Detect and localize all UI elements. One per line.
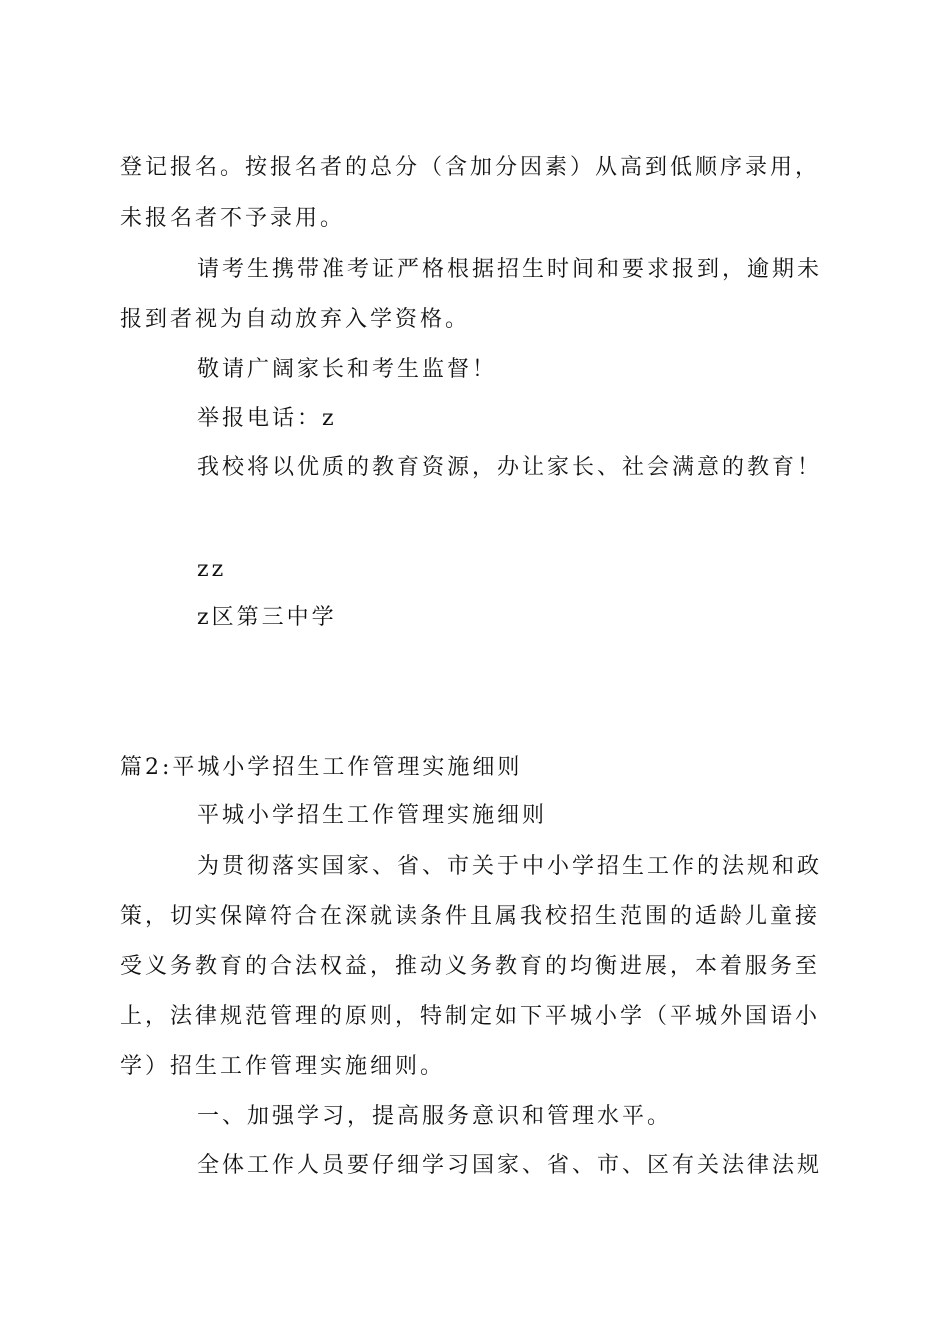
paragraph-line: 请考生携带准考证严格根据招生时间和要求报到，逾期未: [197, 257, 823, 282]
paragraph-line: 上，法律规范管理的原则，特制定如下平城小学（平城外国语小: [120, 1004, 821, 1029]
paragraph-line: 策，切实保障符合在深就读条件且属我校招生范围的适龄儿童接: [120, 904, 821, 929]
paragraph-line: 学）招生工作管理实施细则。: [120, 1054, 446, 1079]
report-phone-line: 举报电话：z: [197, 406, 337, 431]
paragraph-line: 未报名者不予录用。: [120, 206, 346, 231]
paragraph-line: 报到者视为自动放弃入学资格。: [120, 307, 471, 332]
paragraph-line: 受义务教育的合法权益，推动义务教育的均衡进展，本着服务至: [120, 954, 821, 979]
paragraph-line: 我校将以优质的教育资源，办让家长、社会满意的教育！: [197, 455, 823, 480]
section-subtitle: 平城小学招生工作管理实施细则: [197, 803, 548, 828]
signature-date: zz: [197, 557, 227, 582]
section-heading: 篇2:平城小学招生工作管理实施细则: [120, 755, 523, 780]
item-heading: 一、加强学习，提高服务意识和管理水平。: [197, 1104, 673, 1129]
signature-school: z区第三中学: [197, 605, 337, 630]
paragraph-line: 敬请广阔家长和考生监督！: [197, 357, 498, 382]
paragraph-line: 登记报名。按报名者的总分（含加分因素）从高到低顺序录用，: [120, 155, 821, 180]
paragraph-line: 为贯彻落实国家、省、市关于中小学招生工作的法规和政: [197, 854, 823, 879]
paragraph-line: 全体工作人员要仔细学习国家、省、市、区有关法律法规: [197, 1153, 823, 1178]
